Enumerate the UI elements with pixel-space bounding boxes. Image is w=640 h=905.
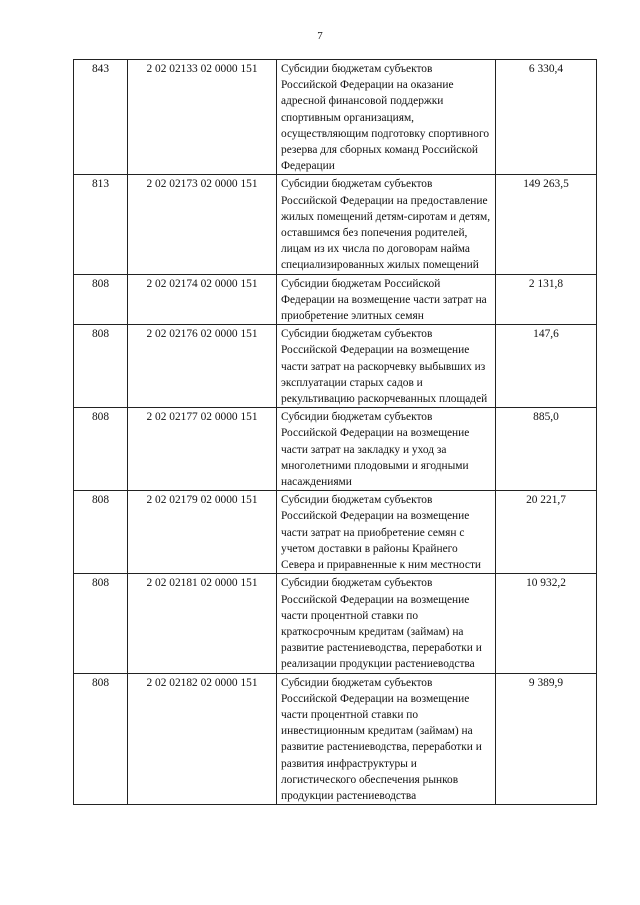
- revenue-name-cell: Субсидии бюджетам субъектов Российской Федерации на предоставление жилых помещений детям-сиротам и детям, оставшимся без попечения родителей, лицам из их числа по договорам найма специализированных жилых помещений: [277, 175, 496, 274]
- table-row: [74, 60, 597, 175]
- revenue-name-cell: Субсидии бюджетам субъектов Российской Федерации на возмещение части затрат на закладку и уход за многолетними плодовыми и ягодными насаждениями: [277, 408, 496, 491]
- table-row: [74, 408, 597, 491]
- budget-classification-code-cell: 2 02 02133 02 0000 151: [128, 60, 277, 175]
- table-row: [74, 574, 597, 673]
- budget-classification-code-cell: 2 02 02177 02 0000 151: [128, 408, 277, 491]
- revenue-name-cell: Субсидии бюджетам субъектов Российской Федерации на возмещение части процентной ставки по инвестиционным кредитам (займам) на развитие растениеводства, переработки и развития инфраструктуры и логистического обеспечения рынков продукции растениеводства: [277, 673, 496, 805]
- budget-revenue-table: [73, 59, 597, 805]
- admin-code-cell: 808: [74, 673, 128, 805]
- table-row: [74, 325, 597, 408]
- revenue-name-cell: Субсидии бюджетам субъектов Российской Федерации на возмещение части затрат на раскорчевку выбывших из эксплуатации старых садов и рекультивацию раскорчеванных площадей: [277, 325, 496, 408]
- budget-classification-code-cell: 2 02 02179 02 0000 151: [128, 491, 277, 574]
- page-number: 7: [317, 30, 323, 42]
- amount-cell: 147,6: [496, 325, 597, 408]
- revenue-name-cell: Субсидии бюджетам субъектов Российской Федерации на возмещение части затрат на приобретение семян с учетом доставки в районы Крайнего Севера и приравненные к ним местности: [277, 491, 496, 574]
- admin-code-cell: 808: [74, 274, 128, 325]
- amount-cell: 2 131,8: [496, 274, 597, 325]
- admin-code-cell: 813: [74, 175, 128, 274]
- revenue-name-cell: Субсидии бюджетам субъектов Российской Федерации на оказание адресной финансовой поддержки спортивным организациям, осуществляющим подготовку спортивного резерва для сборных команд Российской Федерации: [277, 60, 496, 175]
- amount-cell: 6 330,4: [496, 60, 597, 175]
- budget-classification-code-cell: 2 02 02181 02 0000 151: [128, 574, 277, 673]
- admin-code-cell: 843: [74, 60, 128, 175]
- amount-cell: 20 221,7: [496, 491, 597, 574]
- revenue-name-cell: Субсидии бюджетам Российской Федерации на возмещение части затрат на приобретение элитных семян: [277, 274, 496, 325]
- budget-classification-code-cell: 2 02 02174 02 0000 151: [128, 274, 277, 325]
- amount-cell: 10 932,2: [496, 574, 597, 673]
- admin-code-cell: 808: [74, 325, 128, 408]
- table-row: [74, 673, 597, 805]
- budget-classification-code-cell: 2 02 02173 02 0000 151: [128, 175, 277, 274]
- table-row: [74, 274, 597, 325]
- amount-cell: 149 263,5: [496, 175, 597, 274]
- admin-code-cell: 808: [74, 408, 128, 491]
- admin-code-cell: 808: [74, 491, 128, 574]
- amount-cell: 885,0: [496, 408, 597, 491]
- table-row: [74, 175, 597, 274]
- table-row: [74, 491, 597, 574]
- revenue-name-cell: Субсидии бюджетам субъектов Российской Федерации на возмещение части процентной ставки по краткосрочным кредитам (займам) на развитие растениеводства, переработки и реализации продукции растениеводства: [277, 574, 496, 673]
- budget-classification-code-cell: 2 02 02176 02 0000 151: [128, 325, 277, 408]
- admin-code-cell: 808: [74, 574, 128, 673]
- budget-classification-code-cell: 2 02 02182 02 0000 151: [128, 673, 277, 805]
- amount-cell: 9 389,9: [496, 673, 597, 805]
